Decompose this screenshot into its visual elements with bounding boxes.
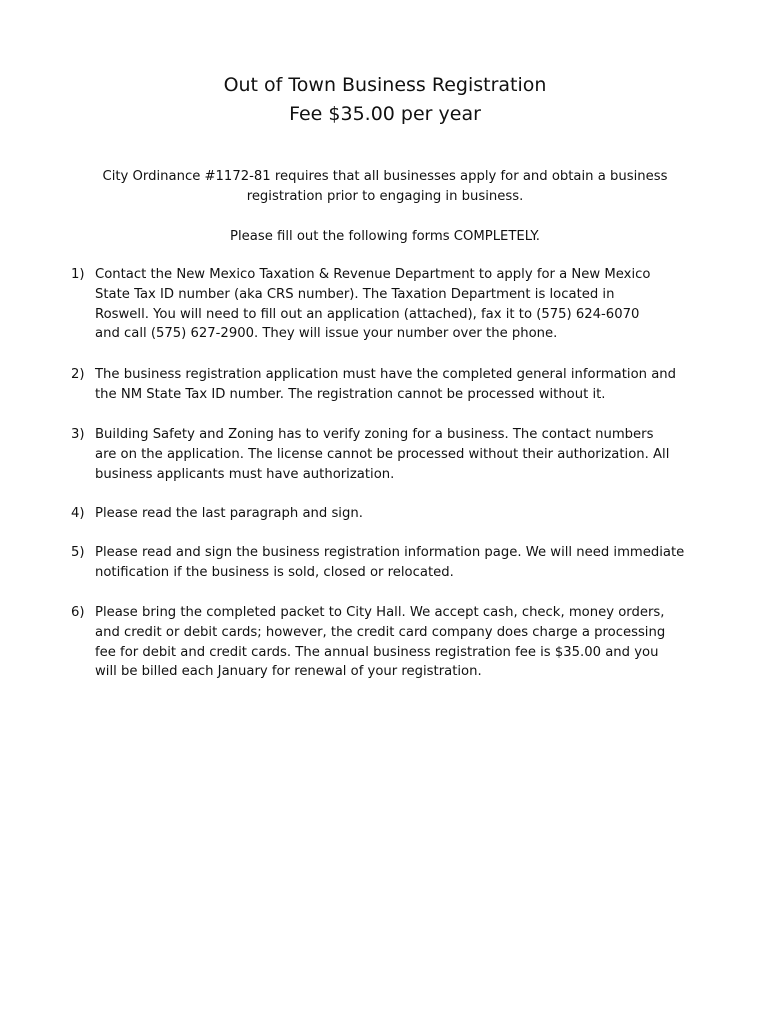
list-item-line: Please bring the completed packet to City Hall. We accept cash, check, money orders, bbox=[95, 605, 665, 620]
list-item-line: Please read the last paragraph and sign. bbox=[95, 506, 363, 521]
instruction-line: Please fill out the following forms COMPLETELY. bbox=[230, 229, 540, 244]
document-subtitle-fee: Fee $35.00 per year bbox=[289, 103, 481, 125]
list-item-line: Please read and sign the business registration information page. We will need immediate bbox=[95, 545, 685, 560]
list-item bbox=[71, 543, 711, 583]
ordinance-paragraph bbox=[70, 167, 700, 207]
list-item-text bbox=[95, 425, 711, 484]
list-item-line: The business registration application must have the completed general information and bbox=[95, 367, 677, 382]
list-item-line: Roswell. You will need to fill out an application (attached), fax it to (575) 624-6070 bbox=[95, 306, 640, 322]
list-item-line: business applicants must have authorization. bbox=[95, 466, 395, 482]
list-item bbox=[71, 425, 711, 484]
document-title: Out of Town Business Registration bbox=[223, 74, 547, 96]
list-item-line: Building Safety and Zoning has to verify zoning for a business. The contact numbers bbox=[95, 427, 654, 442]
ordinance-line: City Ordinance #1172-81 requires that all businesses apply for and obtain a business bbox=[102, 169, 668, 184]
list-item-text bbox=[95, 543, 711, 583]
list-item bbox=[71, 265, 711, 344]
list-item-line: are on the application. The license cannot be processed without their authorization. All bbox=[95, 446, 670, 462]
list-item-line: will be billed each January for renewal of your registration. bbox=[95, 664, 482, 680]
list-item-line: the NM State Tax ID number. The registration cannot be processed without it. bbox=[95, 386, 606, 402]
list-item-number: 2) bbox=[71, 367, 85, 382]
list-item-line: and credit or debit cards; however, the credit card company does charge a processing bbox=[95, 624, 666, 640]
list-item-text bbox=[95, 504, 711, 524]
list-item-text bbox=[95, 365, 711, 405]
list-item-number: 6) bbox=[71, 605, 85, 620]
list-item-line: Contact the New Mexico Taxation & Revenue Department to apply for a New Mexico bbox=[95, 267, 651, 282]
list-item-line: and call (575) 627-2900. They will issue your number over the phone. bbox=[95, 326, 558, 342]
ordinance-line: registration prior to engaging in business. bbox=[246, 189, 524, 204]
list-item bbox=[71, 603, 711, 682]
list-item-number: 1) bbox=[71, 267, 85, 282]
list-item-line: fee for debit and credit cards. The annual business registration fee is $35.00 and you bbox=[95, 644, 659, 660]
list-item-text bbox=[95, 265, 711, 344]
list-item bbox=[71, 504, 711, 524]
list-item-number: 4) bbox=[71, 506, 85, 521]
list-item-line: State Tax ID number (aka CRS number). The Taxation Department is located in bbox=[95, 286, 615, 302]
list-item-number: 3) bbox=[71, 427, 85, 442]
list-item-number: 5) bbox=[71, 545, 85, 560]
list-item-line: notification if the business is sold, closed or relocated. bbox=[95, 564, 454, 580]
list-item-text bbox=[95, 603, 711, 682]
list-item bbox=[71, 365, 711, 405]
